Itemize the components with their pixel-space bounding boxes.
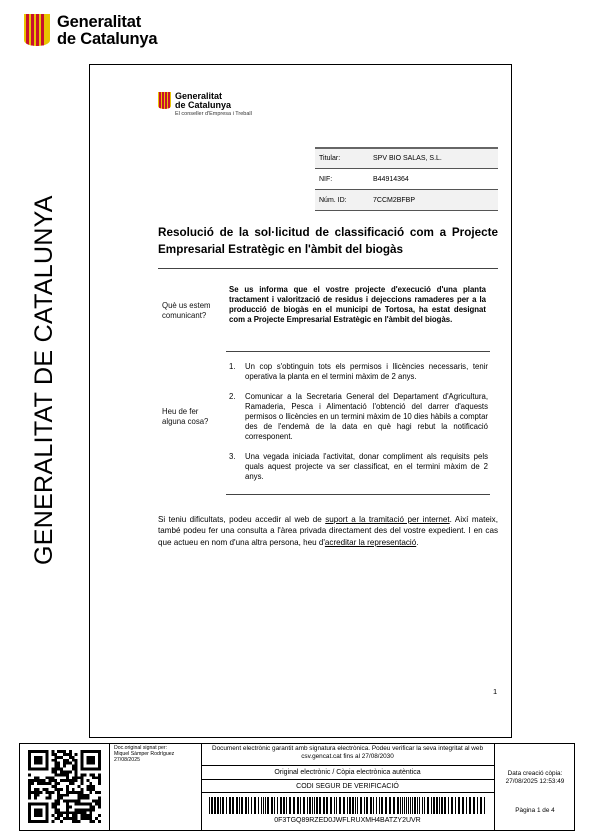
meta-label: NIF: [319, 175, 333, 183]
list-item [229, 392, 488, 442]
signer-label: Doc.original signat per: [114, 745, 168, 751]
qr-code-icon [28, 750, 101, 823]
step-text: Una vegada iniciada l'activitat, donar compliment als requisits pels quals aquest projecte va ser classificat, en el termini màxim de 2 anys. [245, 452, 488, 481]
generalitat-logo [24, 14, 157, 48]
section-label-actions: Heu de fer alguna cosa? [162, 407, 209, 426]
senyera-icon [24, 14, 50, 46]
meta-value: B44914364 [373, 175, 409, 183]
list-item [229, 362, 488, 382]
code-label: CODI SEGUR DE VERIFICACIÓ [201, 780, 494, 793]
document-logo [158, 92, 252, 118]
meta-row-holder [315, 147, 498, 168]
verification-block [201, 744, 494, 830]
barcode-icon [207, 797, 488, 814]
verification-code: 0F3TGQ89RZED0JWFLRUXMH4BATZY2UVR [274, 817, 421, 824]
footer-divider [109, 744, 110, 830]
doc-logo-subtitle: El conseller d'Empresa i Treball [175, 111, 252, 117]
title-divider [158, 268, 498, 269]
signer-date: 27/08/2025 [114, 757, 140, 764]
step-number: 3. [229, 452, 236, 461]
signature-notice: Document electrònic garantit amb signatura electrònica. Podeu verificar la seva integritat al web csv.gencat.cat fins al 27/08/2030 [201, 744, 494, 766]
page-count: Pàgina 1 de 4 [515, 807, 555, 814]
page-number: 1 [493, 687, 498, 696]
org-name-line1: Generalitat [57, 13, 141, 31]
copy-info [495, 744, 575, 830]
copy-date-label: Data creació còpia: [507, 770, 563, 777]
vertical-org-text: GENERALITAT DE CATALUNYA [30, 195, 58, 565]
senyera-small-icon [158, 92, 171, 109]
holder-info-table [315, 147, 498, 211]
meta-row-nif [315, 168, 498, 189]
meta-label: Núm. ID: [319, 196, 347, 204]
list-item [229, 452, 488, 482]
org-name-line2: de Catalunya [57, 30, 158, 48]
support-link[interactable]: suport a la tramitació per internet [325, 515, 450, 524]
copy-date-value: 27/08/2025 12:53:49 [505, 777, 565, 785]
step-number: 1. [229, 362, 236, 371]
signer-name: Miquel Sàmper Rodríguez [114, 751, 175, 758]
doc-logo-line2: de Catalunya [175, 100, 232, 110]
step-text: Comunicar a la Secretaria General del Departament d'Agricultura, Ramaderia, Pesca i Alimentació l'obtenció del darrer d'aquests permisos o llicències en un termini màxim de 10 dies hàbils a comptar des de l'endemà de la data en què hagi rebut la notificació corresponent. [245, 392, 488, 441]
meta-bottom-rule [315, 210, 498, 211]
section-label-communication: Què us estem comunicant? [162, 301, 211, 320]
meta-row-id [315, 189, 498, 210]
help-paragraph [158, 514, 498, 548]
step-number: 2. [229, 392, 236, 401]
meta-value: SPV BIO SALAS, S.L. [373, 155, 442, 162]
document-title: Resolució de la sol·licitud de classificació com a Projecte Empresarial Estratègic en l'àmbit del biogàs [158, 226, 498, 256]
verification-footer [19, 743, 575, 831]
section-divider [226, 494, 490, 495]
signer-info [114, 745, 214, 764]
section-divider [226, 351, 490, 352]
help-text: . [416, 537, 419, 547]
help-text: . Així mateix, també podeu fer una consulta a l'àrea privada directament des del vostre expedient. I en cas que actueu en nom d'una altra persona, heu d' [158, 515, 498, 547]
communication-text: Se us informa que el vostre projecte d'execució d'una planta tractament i valorització de residus i dejeccions ramaderes per a la producció de biogàs en el municipi de Tortosa, ha estat designat com a Projecte Empresarial Estratègic en l'àmbit del biogàs. [229, 285, 486, 324]
doc-logo-line1: Generalitat [175, 91, 223, 101]
meta-label: Titular: [319, 155, 341, 162]
copy-type: Original electrònic / Còpia electrònica autèntica [201, 766, 494, 780]
representation-link[interactable]: acreditar la representació [324, 537, 417, 547]
meta-value: 7CCM2BFBP [373, 196, 416, 204]
action-steps-list [229, 362, 488, 492]
step-text: Un cop s'obtinguin tots els permisos i llicències necessaris, tenir operativa la planta en el termini màxim de 2 anys. [245, 362, 488, 381]
help-text: Si teniu dificultats, podeu accedir al web de [158, 515, 326, 524]
